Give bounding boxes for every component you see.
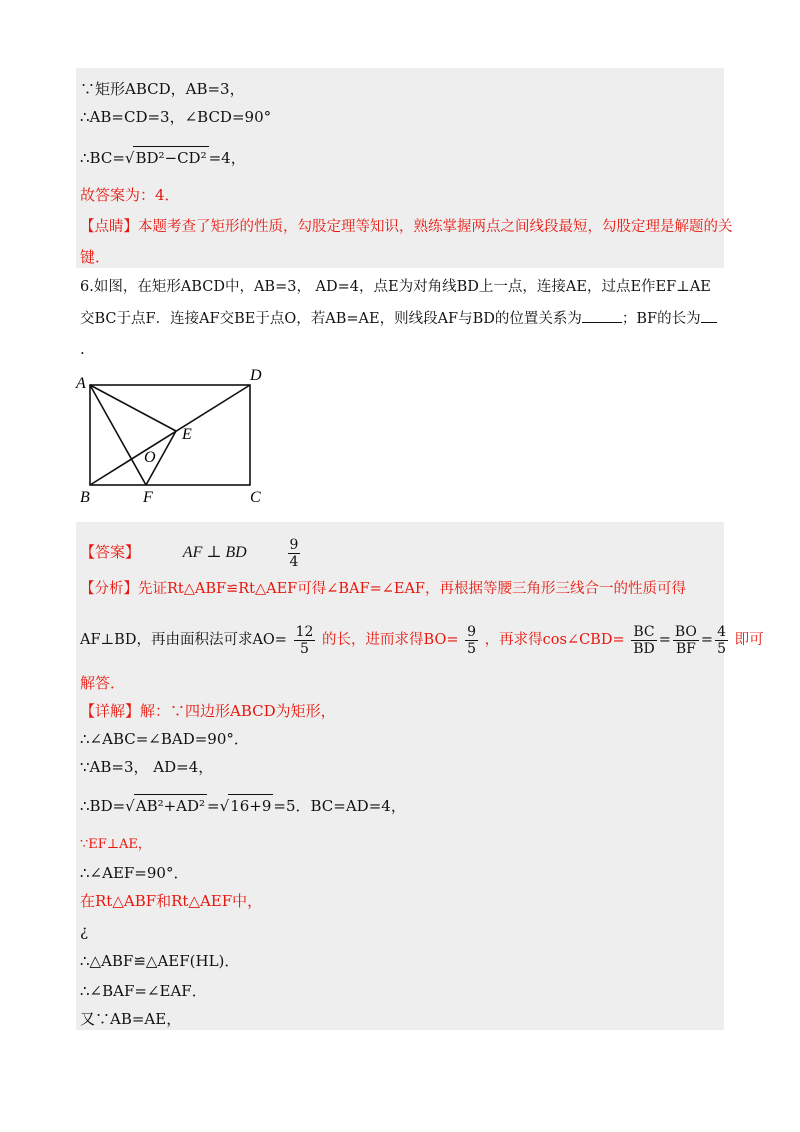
answer-tag: 【答案】 [80, 543, 141, 561]
question-line-3: . [80, 340, 85, 358]
detail-line-9: ∴△ABF≌△AEF(HL)． [80, 952, 240, 970]
segment-ef [146, 431, 176, 485]
solution-line-3: ∴BC=√BD²−CD² =4， [80, 146, 246, 169]
comment-line-1: 【点睛】本题考查了矩形的性质，勾股定理等知识，熟练掌握两点之间线段最短，勾股定理是解题的关 [80, 219, 733, 235]
fraction-ao: $\frac{12}{5}$ [295, 623, 314, 657]
sqrt-radicand: BD²−CD² [133, 146, 208, 169]
answer-line [80, 532, 302, 573]
solution-line-1: ∵矩形ABCD，AB=3， [80, 80, 245, 98]
fraction-4-5: $\frac{4}{5}$ [717, 623, 726, 657]
detail-line-2: ∴∠ABC=∠BAD=90°． [80, 730, 249, 748]
final-answer-line: 故答案为：4． [80, 186, 180, 204]
detail-line-10: ∴∠BAF=∠EAF． [80, 982, 207, 1000]
sqrt-symbol: √ [219, 797, 230, 815]
detail-tag: 【详解】 [80, 702, 141, 720]
analysis-line-1: 【分析】先证Rt△ABF≌Rt△AEF可得∠BAF=∠EAF，再根据等腰三角形三线合一的性质可得 [80, 581, 686, 597]
detail-line-4: ∴BD=√AB²+AD² =√16+9 =5．BC=AD=4， [80, 794, 406, 817]
fraction-bc-bd: $\frac{BC}{BD}$ [633, 623, 655, 657]
label-b: B [80, 489, 90, 506]
answer-blank-1[interactable] [582, 308, 622, 323]
detail-line-7: 在Rt△ABF和Rt△AEF中， [80, 892, 263, 910]
detail-line-3: ∵AB=3， AD=4， [80, 758, 214, 776]
sqrt-radicand-1: AB²+AD² [134, 794, 207, 817]
solution-line-2: ∴AB=CD=3，∠BCD=90° [80, 108, 272, 126]
comment-line-2: 键． [80, 248, 111, 266]
label-e: E [182, 426, 192, 443]
sqrt-symbol: √ [124, 149, 135, 167]
segment-ae [90, 385, 176, 431]
label-a: A [76, 375, 86, 392]
detail-line-8: ¿ [80, 922, 89, 940]
sqrt-symbol: √ [125, 797, 135, 815]
sqrt-radicand-2: 16+9 [228, 794, 273, 817]
detail-line-1: 【详解】解：∵四边形ABCD为矩形， [80, 702, 336, 720]
segment-af [90, 385, 146, 485]
analysis-line-3: 解答． [80, 674, 126, 692]
label-c: C [250, 489, 261, 506]
question-line-1: 6.如图，在矩形ABCD中，AB=3， AD=4，点E为对角线BD上一点，连接AE，过点E作EF⊥AE [80, 279, 711, 295]
question-line-2: 交BC于点F．连接AF交BE于点O，若AB=AE，则线段AF与BD的位置关系为 ；BF的长为 [80, 308, 717, 330]
fraction-bo-bf: $\frac{BO}{BF}$ [674, 623, 697, 657]
diagonal-bd [90, 385, 250, 485]
answer-relation: AF ⊥ BD [182, 544, 247, 561]
rectangle-abcd [90, 385, 250, 485]
detail-line-5: ∵EF⊥AE， [80, 837, 151, 852]
detail-line-6: ∴∠AEF=90°． [80, 864, 189, 882]
fraction-bo: $\frac{9}{5}$ [467, 623, 477, 657]
label-d: D [250, 367, 262, 384]
answer-blank-2[interactable] [701, 308, 717, 323]
label-o: O [144, 449, 156, 466]
label-f: F [143, 489, 153, 506]
analysis-line-2: AF⊥BD，再由面积法可求AO= $\frac{12}{5}$ 的长，进而求得BO= $\frac{9}{5}$ ，再求得cos∠CBD= $\frac{BC}{BD}$ = $\frac{BO}{BF}$ = $\frac{4}{5}$ 即可 [80, 623, 764, 657]
analysis-tag: 【分析】 [80, 581, 138, 597]
answer-fraction: $\frac{9}{4}$ [289, 536, 299, 570]
detail-line-11: 又∵AB=AE， [80, 1010, 182, 1028]
